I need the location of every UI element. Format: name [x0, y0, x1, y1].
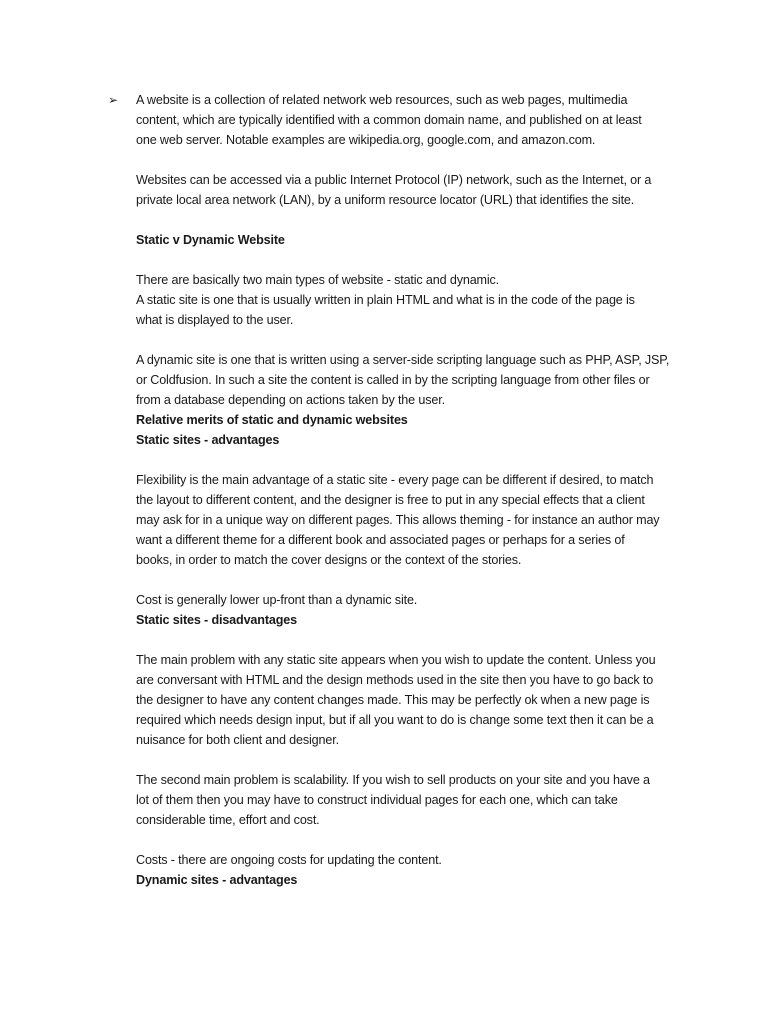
text-line: or Coldfusion. In such a site the content is called in by the scripting language from other files or	[136, 373, 650, 387]
types-paragraph	[136, 270, 696, 330]
text-line: what is displayed to the user.	[136, 313, 294, 327]
text-line: one web server. Notable examples are wikipedia.org, google.com, and amazon.com.	[136, 133, 596, 147]
flexibility-paragraph	[136, 470, 696, 570]
dynamic-definition-paragraph	[136, 350, 696, 410]
intro-paragraph	[136, 90, 696, 150]
cost-paragraph: Cost is generally lower up-front than a dynamic site.	[136, 593, 418, 607]
text-line: from a database depending on actions taken by the user.	[136, 393, 445, 407]
text-line: lot of them then you may have to construct individual pages for each one, which can take	[136, 793, 618, 807]
text-line: Flexibility is the main advantage of a static site - every page can be different if desired, to match	[136, 473, 654, 487]
text-line: There are basically two main types of website - static and dynamic.	[136, 273, 500, 287]
text-line: the layout to different content, and the designer is free to put in any special effects that a client	[136, 493, 645, 507]
scalability-paragraph	[136, 770, 696, 830]
heading-dynamic-advantages: Dynamic sites - advantages	[136, 873, 298, 887]
heading-static-disadvantages: Static sites - disadvantages	[136, 613, 297, 627]
main-problem-paragraph	[136, 650, 696, 750]
text-line: books, in order to match the cover designs or the context of the stories.	[136, 553, 522, 567]
text-line: A static site is one that is usually written in plain HTML and what is in the code of the page is	[136, 293, 635, 307]
text-line: The main problem with any static site appears when you wish to update the content. Unless you	[136, 653, 656, 667]
heading-relative-merits: Relative merits of static and dynamic websites	[136, 413, 408, 427]
text-line: considerable time, effort and cost.	[136, 813, 320, 827]
heading-static-vs-dynamic: Static v Dynamic Website	[136, 233, 285, 247]
text-line: the designer to have any content changes made. This may be perfectly ok when a new page is	[136, 693, 650, 707]
text-line: are conversant with HTML and the design methods used in the site then you have to go back to	[136, 673, 654, 687]
document-body	[108, 90, 696, 890]
text-line: Websites can be accessed via a public Internet Protocol (IP) network, such as the Internet, or a	[136, 173, 652, 187]
text-line: The second main problem is scalability. If you wish to sell products on your site and you have a	[136, 773, 650, 787]
ongoing-costs-paragraph: Costs - there are ongoing costs for updating the content.	[136, 853, 442, 867]
heading-static-advantages: Static sites - advantages	[136, 433, 280, 447]
text-line: may ask for in a unique way on different pages. This allows theming - for instance an author may	[136, 513, 660, 527]
text-line: A website is a collection of related network web resources, such as web pages, multimedia	[136, 93, 628, 107]
text-line: A dynamic site is one that is written using a server-side scripting language such as PHP, ASP, JSP,	[136, 353, 670, 367]
text-line: nuisance for both client and designer.	[136, 733, 339, 747]
text-line: want a different theme for a different book and associated pages or perhaps for a series of	[136, 533, 625, 547]
access-paragraph	[136, 170, 696, 210]
arrow-bullet-icon: ➢	[108, 93, 118, 107]
text-line: content, which are typically identified with a common domain name, and published on at least	[136, 113, 642, 127]
text-line: required which needs design input, but if all you want to do is change some text then it can be a	[136, 713, 654, 727]
text-line: private local area network (LAN), by a uniform resource locator (URL) that identifies the site.	[136, 193, 635, 207]
